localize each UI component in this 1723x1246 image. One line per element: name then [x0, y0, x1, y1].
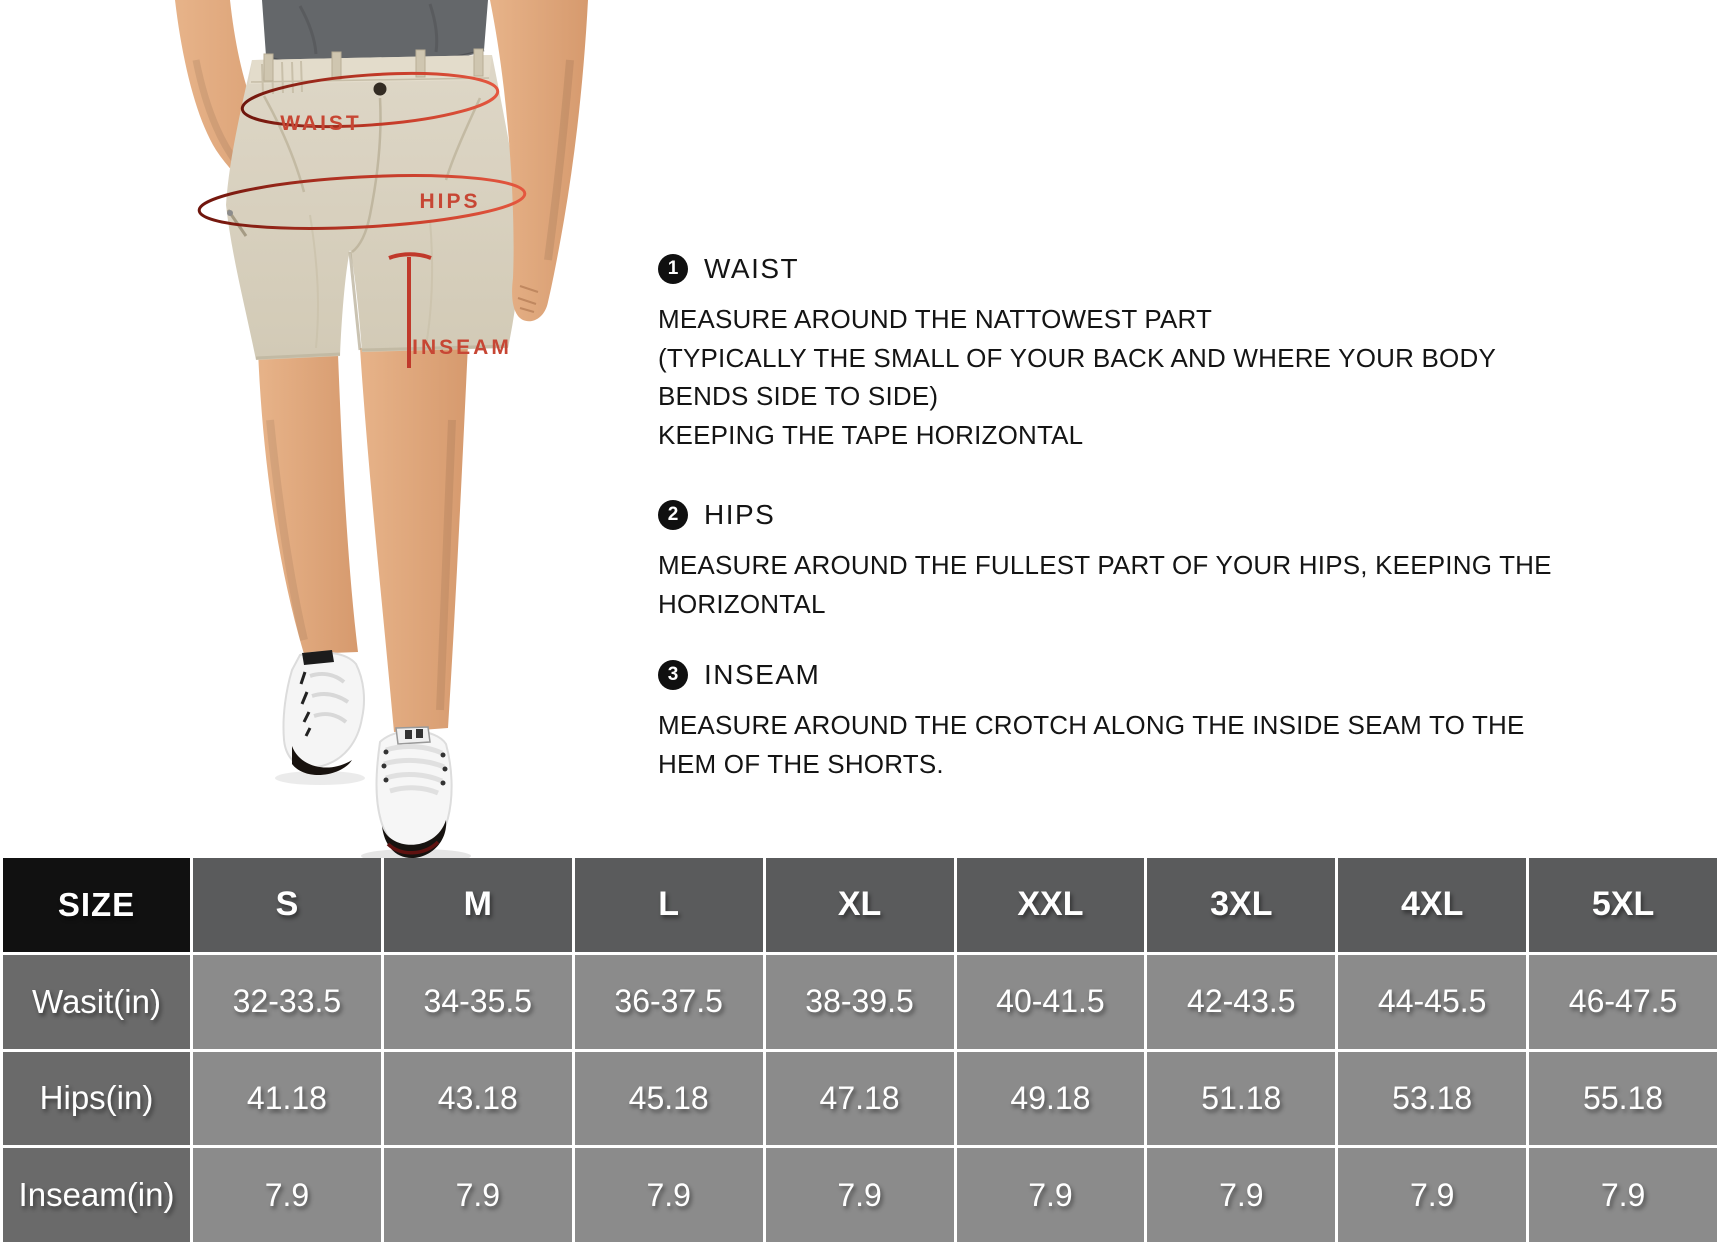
instruction-section-inseam: [658, 658, 1525, 783]
instruction-section-waist: [658, 252, 1496, 454]
model-figure-svg: [0, 0, 620, 860]
value-cell: 7.9: [384, 1148, 572, 1242]
header-cell: M: [384, 858, 572, 952]
value-cell: 51.18: [1147, 1052, 1335, 1146]
inseam-label: INSEAM: [412, 336, 512, 359]
value-cell: 42-43.5: [1147, 955, 1335, 1049]
instruction-title: WAIST: [704, 253, 800, 284]
value-cell: 38-39.5: [766, 955, 954, 1049]
header-cell: S: [193, 858, 381, 952]
header-cell: XXL: [957, 858, 1145, 952]
left-shoe: [275, 650, 365, 785]
shirt-graphic: [262, 0, 488, 63]
header-cell-size: SIZE: [3, 858, 190, 952]
instruction-line: HORIZONTAL: [658, 588, 826, 619]
row-label-inseam: Inseam(in): [3, 1148, 190, 1242]
value-cell: 36-37.5: [575, 955, 763, 1049]
value-cell: 7.9: [766, 1148, 954, 1242]
header-cell: XL: [766, 858, 954, 952]
header-cell: L: [575, 858, 763, 952]
instruction-heading: [658, 498, 1552, 532]
number-badge-1: 1: [658, 254, 688, 284]
instruction-line: BENDS SIDE TO SIDE): [658, 381, 939, 411]
number-badge-2: 2: [658, 500, 688, 530]
left-leg: [258, 350, 358, 654]
shorts-button: [374, 83, 387, 96]
value-cell: 7.9: [1529, 1148, 1717, 1242]
value-cell: 7.9: [1338, 1148, 1526, 1242]
right-leg: [360, 344, 468, 732]
instruction-line: MEASURE AROUND THE NATTOWEST PART: [658, 304, 1213, 334]
instruction-line: KEEPING THE TAPE HORIZONTAL: [658, 419, 1084, 450]
value-cell: 34-35.5: [384, 955, 572, 1049]
value-cell: 47.18: [766, 1052, 954, 1146]
instruction-line: MEASURE AROUND THE CROTCH ALONG THE INSIDE SEAM TO THE: [658, 710, 1525, 740]
instruction-title: INSEAM: [704, 659, 821, 690]
number-badge-3: 3: [658, 660, 688, 690]
model-photo: [0, 0, 620, 860]
value-cell: 7.9: [957, 1148, 1145, 1242]
instruction-body: [658, 300, 1496, 454]
value-cell: 40-41.5: [957, 955, 1145, 1049]
waist-label: WAIST: [280, 112, 362, 135]
value-cell: 49.18: [957, 1052, 1145, 1146]
instruction-line: (TYPICALLY THE SMALL OF YOUR BACK AND WHERE YOUR BODY: [658, 342, 1496, 373]
value-cell: 32-33.5: [193, 955, 381, 1049]
hips-label: HIPS: [419, 190, 481, 213]
value-cell: 55.18: [1529, 1052, 1717, 1146]
value-cell: 7.9: [575, 1148, 763, 1242]
row-label-hips: Hips(in): [3, 1052, 190, 1146]
instruction-title: HIPS: [704, 499, 776, 530]
instruction-heading: [658, 252, 1496, 286]
right-shoe: [361, 727, 471, 860]
value-cell: 46-47.5: [1529, 955, 1717, 1049]
value-cell: 7.9: [193, 1148, 381, 1242]
value-cell: 7.9: [1147, 1148, 1335, 1242]
header-cell: 3XL: [1147, 858, 1335, 952]
row-label-waist: Wasit(in): [3, 955, 190, 1049]
value-cell: 44-45.5: [1338, 955, 1526, 1049]
instruction-line: MEASURE AROUND THE FULLEST PART OF YOUR HIPS, KEEPING THE: [658, 550, 1552, 580]
instruction-section-hips: [658, 498, 1552, 623]
value-cell: 43.18: [384, 1052, 572, 1146]
value-cell: 53.18: [1338, 1052, 1526, 1146]
header-cell: 4XL: [1338, 858, 1526, 952]
instruction-body: [658, 706, 1525, 783]
header-cell: 5XL: [1529, 858, 1717, 952]
size-chart-table: [3, 858, 1717, 1242]
instruction-line: HEM OF THE SHORTS.: [658, 748, 944, 779]
value-cell: 41.18: [193, 1052, 381, 1146]
instruction-heading: [658, 658, 1525, 692]
instruction-body: [658, 546, 1552, 623]
value-cell: 45.18: [575, 1052, 763, 1146]
